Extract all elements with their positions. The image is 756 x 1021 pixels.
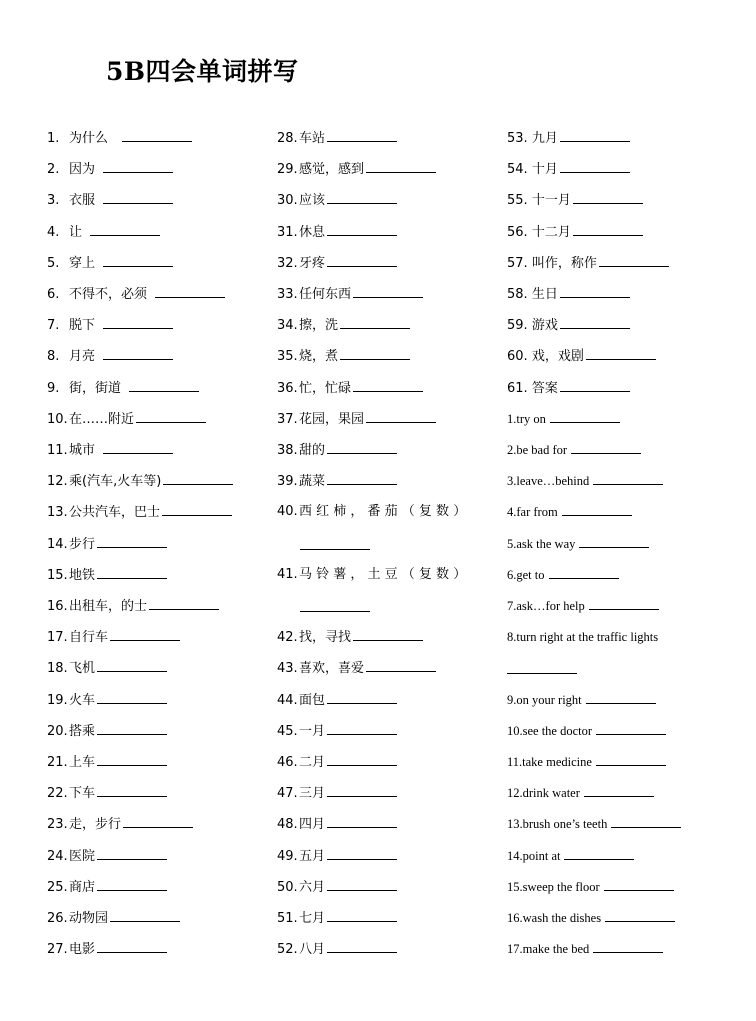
answer-blank[interactable] <box>97 785 167 797</box>
item-word: 街，街道 <box>69 380 122 396</box>
word-item <box>507 255 669 272</box>
item-number: 31. <box>277 224 298 240</box>
item-word: 搭乘 <box>69 723 96 739</box>
answer-blank[interactable] <box>366 411 436 423</box>
item-word: 在……附近 <box>69 411 135 427</box>
answer-blank[interactable] <box>300 538 370 550</box>
item-word: 走，步行 <box>69 817 122 833</box>
word-item <box>507 286 630 303</box>
word-item <box>277 411 436 428</box>
page-title: 5B四会单词拼写 <box>106 57 299 86</box>
answer-blank[interactable] <box>327 723 397 735</box>
item-word: 16.wash the dishes <box>507 911 602 925</box>
answer-blank[interactable] <box>549 567 619 579</box>
item-word: 十一月 <box>527 193 571 209</box>
item-number: 12. <box>47 474 68 490</box>
item-word: 7.ask…for help <box>507 599 585 613</box>
word-item <box>507 598 659 615</box>
answer-blank[interactable] <box>593 473 663 485</box>
item-number: 23. <box>47 817 68 833</box>
answer-blank[interactable] <box>97 754 167 766</box>
answer-blank[interactable] <box>593 941 663 953</box>
word-item <box>277 941 397 958</box>
word-item <box>507 380 630 397</box>
item-number: 59. <box>507 318 528 334</box>
word-item <box>507 567 619 584</box>
item-word: 3.leave…behind <box>507 474 590 489</box>
item-word: 13.brush one’s teeth <box>507 817 608 832</box>
word-item <box>47 598 219 615</box>
item-number: 25. <box>47 879 68 895</box>
item-number: 41. <box>277 566 298 582</box>
word-item <box>47 192 173 209</box>
item-word: 任何东西 <box>299 287 352 302</box>
answer-blank[interactable] <box>611 816 681 828</box>
word-item <box>507 723 666 740</box>
item-number: 34. <box>277 318 298 334</box>
word-item <box>47 660 167 677</box>
word-item <box>277 224 397 241</box>
answer-blank[interactable] <box>604 879 674 891</box>
answer-blank[interactable] <box>327 130 397 142</box>
item-word: 衣服 <box>69 193 96 209</box>
answer-blank[interactable] <box>103 192 173 204</box>
answer-blank[interactable] <box>103 348 173 360</box>
word-item <box>47 723 167 740</box>
answer-blank[interactable] <box>589 598 659 610</box>
item-word: 九月 <box>527 131 558 146</box>
word-item <box>47 754 167 771</box>
item-number: 15. <box>47 567 68 583</box>
word-item <box>47 286 225 303</box>
item-word: 喜欢，喜爱 <box>299 661 365 677</box>
item-number: 37. <box>277 411 298 427</box>
word-item <box>507 473 663 490</box>
item-number: 1. <box>47 131 60 146</box>
item-number: 32. <box>277 255 298 271</box>
word-item <box>47 255 173 272</box>
answer-blank[interactable] <box>573 224 643 236</box>
word-item <box>277 785 397 802</box>
item-number: 17. <box>47 630 68 646</box>
word-item <box>277 504 467 520</box>
item-word: 找，寻找 <box>299 630 352 646</box>
item-number: 28. <box>277 131 298 146</box>
word-item <box>277 816 397 833</box>
answer-blank[interactable] <box>340 317 410 329</box>
answer-blank[interactable] <box>103 442 173 454</box>
item-word: 忙，忙碌 <box>299 380 352 396</box>
item-word: 面包 <box>299 692 326 708</box>
item-word: 电影 <box>69 942 96 958</box>
answer-blank[interactable] <box>90 224 160 236</box>
word-item <box>47 785 167 802</box>
item-number: 42. <box>277 630 298 646</box>
word-item <box>277 848 397 865</box>
word-item <box>507 754 666 771</box>
answer-blank[interactable] <box>163 473 233 485</box>
word-item <box>47 473 233 490</box>
item-number: 48. <box>277 817 298 833</box>
answer-blank[interactable] <box>353 629 423 641</box>
item-number: 58. <box>507 287 528 302</box>
answer-blank[interactable] <box>103 317 173 329</box>
word-item <box>507 411 620 428</box>
answer-blank[interactable] <box>327 442 397 454</box>
word-item <box>507 848 634 865</box>
item-word: 车站 <box>299 131 326 146</box>
word-item <box>47 130 192 147</box>
answer-blank[interactable] <box>97 660 167 672</box>
item-number: 55. <box>507 193 528 209</box>
item-word: 10.see the doctor <box>507 723 593 738</box>
answer-blank[interactable] <box>550 411 620 423</box>
word-item <box>47 629 180 646</box>
answer-blank[interactable] <box>97 567 167 579</box>
answer-blank[interactable] <box>327 941 397 953</box>
item-word: 11.take medicine <box>507 755 592 769</box>
item-word: 四月 <box>299 817 326 833</box>
item-word: 下车 <box>69 786 96 802</box>
item-word: 6.get to <box>507 567 545 582</box>
answer-blank[interactable] <box>155 286 225 298</box>
item-number: 53. <box>507 131 528 146</box>
word-item <box>47 504 232 521</box>
item-word: 2.be bad for <box>507 443 568 457</box>
word-item <box>507 161 630 178</box>
word-item <box>277 473 397 490</box>
answer-blank[interactable] <box>110 910 180 922</box>
item-number: 47. <box>277 786 298 802</box>
item-word: 月亮 <box>69 349 96 365</box>
item-number: 36. <box>277 380 298 396</box>
item-word: 12.drink water <box>507 786 580 801</box>
word-item <box>277 317 410 334</box>
word-item <box>47 411 206 428</box>
item-number: 10. <box>47 411 68 427</box>
item-word: 上车 <box>69 755 96 770</box>
word-item <box>47 910 180 927</box>
answer-blank[interactable] <box>110 629 180 641</box>
word-item <box>507 442 641 459</box>
word-item <box>277 567 467 583</box>
answer-blank[interactable] <box>97 692 167 704</box>
item-word: 答案 <box>527 380 558 396</box>
item-word: 游戏 <box>527 318 558 334</box>
word-item <box>47 879 167 896</box>
item-word: 穿上 <box>69 255 96 271</box>
item-word: 5.ask the way <box>507 536 576 551</box>
answer-blank[interactable] <box>596 754 666 766</box>
answer-blank[interactable] <box>560 286 630 298</box>
answer-blank[interactable] <box>327 848 397 860</box>
answer-blank[interactable] <box>327 785 397 797</box>
item-number: 3. <box>47 193 60 209</box>
answer-blank[interactable] <box>97 941 167 953</box>
item-number: 54. <box>507 162 528 178</box>
word-item <box>507 504 632 521</box>
word-item <box>47 536 167 553</box>
answer-blank[interactable] <box>97 879 167 891</box>
answer-blank[interactable] <box>327 879 397 891</box>
item-number: 21. <box>47 755 68 770</box>
item-number: 27. <box>47 942 68 958</box>
word-item <box>47 941 167 958</box>
item-word: 擦，洗 <box>299 318 339 334</box>
word-item <box>507 692 656 709</box>
item-number: 35. <box>277 349 298 365</box>
answer-blank[interactable] <box>103 161 173 173</box>
word-item <box>507 348 656 365</box>
word-item <box>277 879 397 896</box>
item-word: 为什么 <box>69 131 109 146</box>
item-number: 44. <box>277 692 298 708</box>
item-word: 医院 <box>69 848 96 864</box>
word-item <box>507 224 643 241</box>
item-word: 马 铃 薯 ， 土 豆 （ 复 数 ） <box>299 566 467 582</box>
answer-blank[interactable] <box>122 130 192 142</box>
answer-blank[interactable] <box>366 660 436 672</box>
word-item <box>277 660 436 677</box>
answer-blank[interactable] <box>327 910 397 922</box>
word-item <box>277 754 397 771</box>
answer-blank[interactable] <box>123 816 193 828</box>
word-item <box>277 910 397 927</box>
item-word: 动物园 <box>69 911 109 926</box>
item-number: 38. <box>277 443 298 458</box>
answer-blank[interactable] <box>560 130 630 142</box>
item-word: 1.try on <box>507 411 546 426</box>
item-word: 9.on your right <box>507 692 582 707</box>
word-item <box>47 848 167 865</box>
answer-blank[interactable] <box>507 662 577 674</box>
answer-blank[interactable] <box>327 816 397 828</box>
item-number: 19. <box>47 692 68 708</box>
item-number: 40. <box>277 504 298 520</box>
item-number: 52. <box>277 942 298 958</box>
answer-blank[interactable] <box>103 255 173 267</box>
word-item <box>47 317 173 334</box>
item-number: 18. <box>47 661 68 677</box>
answer-blank[interactable] <box>560 317 630 329</box>
item-word: 出租车，的士 <box>69 599 148 614</box>
item-number: 26. <box>47 911 68 926</box>
item-word: 一月 <box>299 723 326 739</box>
item-number: 4. <box>47 224 60 240</box>
word-item <box>277 130 397 147</box>
item-word: 六月 <box>299 879 326 895</box>
item-number: 49. <box>277 848 298 864</box>
item-number: 24. <box>47 848 68 864</box>
answer-blank[interactable] <box>327 692 397 704</box>
item-number: 20. <box>47 723 68 739</box>
item-number: 50. <box>277 879 298 895</box>
word-item <box>47 816 193 833</box>
item-number: 5. <box>47 255 60 271</box>
word-item <box>277 380 423 397</box>
item-word: 二月 <box>299 755 326 770</box>
answer-blank[interactable] <box>162 504 232 516</box>
item-word: 17.make the bed <box>507 942 590 957</box>
item-word: 感觉，感到 <box>299 162 365 178</box>
answer-blank[interactable] <box>340 348 410 360</box>
answer-blank[interactable] <box>562 504 632 516</box>
answer-blank[interactable] <box>97 848 167 860</box>
item-word: 城市 <box>69 443 96 458</box>
answer-blank[interactable] <box>136 411 206 423</box>
item-word: 七月 <box>299 911 326 926</box>
word-item <box>277 629 423 646</box>
word-item <box>507 941 663 958</box>
item-word: 生日 <box>527 287 558 302</box>
item-number: 46. <box>277 755 298 770</box>
item-word: 让 <box>69 224 83 240</box>
item-word: 牙疼 <box>299 255 326 271</box>
answer-blank[interactable] <box>353 286 423 298</box>
answer-blank[interactable] <box>327 473 397 485</box>
answer-blank[interactable] <box>605 910 675 922</box>
item-number: 51. <box>277 911 298 926</box>
word-item <box>277 161 436 178</box>
word-item <box>277 723 397 740</box>
answer-blank[interactable] <box>327 255 397 267</box>
answer-blank[interactable] <box>596 723 666 735</box>
item-word: 15.sweep the floor <box>507 879 600 894</box>
word-item <box>507 192 643 209</box>
item-word: 西 红 柿 ， 番 茄 （ 复 数 ） <box>299 504 467 520</box>
answer-blank[interactable] <box>366 161 436 173</box>
item-number: 56. <box>507 224 528 240</box>
word-item <box>47 224 160 241</box>
item-word: 戏，戏剧 <box>527 349 584 365</box>
word-item <box>277 255 397 272</box>
item-number: 39. <box>277 474 298 490</box>
item-word: 地铁 <box>69 567 96 583</box>
item-word: 十二月 <box>527 224 571 240</box>
answer-blank[interactable] <box>97 536 167 548</box>
item-number: 33. <box>277 287 298 302</box>
answer-blank[interactable] <box>97 723 167 735</box>
item-word: 烧，煮 <box>299 349 339 365</box>
answer-blank[interactable] <box>579 536 649 548</box>
item-word: 公共汽车，巴士 <box>69 505 161 521</box>
item-number: 61. <box>507 380 528 396</box>
item-word: 乘(汽车,火车等) <box>69 474 162 490</box>
answer-blank[interactable] <box>300 600 370 612</box>
word-item <box>507 816 681 833</box>
word-item <box>277 286 423 303</box>
word-item <box>507 536 649 553</box>
answer-blank[interactable] <box>327 224 397 236</box>
item-word: 自行车 <box>69 630 109 646</box>
item-number: 57. <box>507 255 528 271</box>
item-number: 11. <box>47 443 68 458</box>
item-word: 4.far from <box>507 505 558 520</box>
item-word: 步行 <box>69 536 96 552</box>
item-number: 60. <box>507 349 528 365</box>
word-item <box>47 442 173 459</box>
item-word: 休息 <box>299 224 326 240</box>
word-item <box>277 442 397 459</box>
item-word: 应该 <box>299 193 326 209</box>
answer-blank[interactable] <box>584 785 654 797</box>
answer-blank[interactable] <box>560 380 630 392</box>
answer-blank[interactable] <box>327 192 397 204</box>
answer-blank[interactable] <box>571 442 641 454</box>
item-number: 8. <box>47 349 60 365</box>
word-item <box>47 692 167 709</box>
item-word: 八月 <box>299 942 326 958</box>
item-number: 9. <box>47 380 60 396</box>
word-item <box>507 910 675 927</box>
item-number: 16. <box>47 599 68 614</box>
item-number: 29. <box>277 162 298 178</box>
word-item <box>277 192 397 209</box>
item-number: 13. <box>47 505 68 521</box>
word-item <box>507 629 658 646</box>
item-word: 五月 <box>299 848 326 864</box>
item-number: 22. <box>47 786 68 802</box>
item-word: 飞机 <box>69 661 96 677</box>
answer-blank[interactable] <box>560 161 630 173</box>
item-word: 花园，果园 <box>299 411 365 427</box>
word-item <box>277 692 397 709</box>
word-item <box>277 348 410 365</box>
item-word: 不得不，必须 <box>69 287 148 302</box>
item-word: 甜的 <box>299 443 326 458</box>
item-word: 叫作，称作 <box>527 255 597 271</box>
word-item <box>507 317 630 334</box>
item-number: 2. <box>47 162 60 178</box>
item-number: 7. <box>47 318 60 334</box>
answer-blank[interactable] <box>599 255 669 267</box>
answer-blank[interactable] <box>327 754 397 766</box>
item-word: 三月 <box>299 786 326 802</box>
word-item <box>507 785 654 802</box>
answer-blank[interactable] <box>564 848 634 860</box>
item-word: 十月 <box>527 162 558 178</box>
item-number: 14. <box>47 536 68 552</box>
answer-blank[interactable] <box>586 692 656 704</box>
item-word: 脱下 <box>69 318 96 334</box>
word-item <box>47 348 173 365</box>
item-number: 43. <box>277 661 298 677</box>
answer-blank[interactable] <box>149 598 219 610</box>
item-word: 因为 <box>69 162 96 178</box>
item-number: 6. <box>47 287 60 302</box>
answer-blank[interactable] <box>573 192 643 204</box>
word-item <box>507 130 630 147</box>
answer-blank[interactable] <box>353 380 423 392</box>
item-word: 14.point at <box>507 848 561 863</box>
answer-blank[interactable] <box>586 348 656 360</box>
item-word: 火车 <box>69 692 96 708</box>
word-item <box>47 567 167 584</box>
item-number: 45. <box>277 723 298 739</box>
item-word: 蔬菜 <box>299 474 326 490</box>
item-word: 商店 <box>69 879 96 895</box>
word-item <box>47 380 199 397</box>
answer-blank[interactable] <box>129 380 199 392</box>
word-item <box>47 161 173 178</box>
word-item <box>507 879 674 896</box>
item-number: 30. <box>277 193 298 209</box>
item-word: 8.turn right at the traffic lights <box>507 630 659 645</box>
